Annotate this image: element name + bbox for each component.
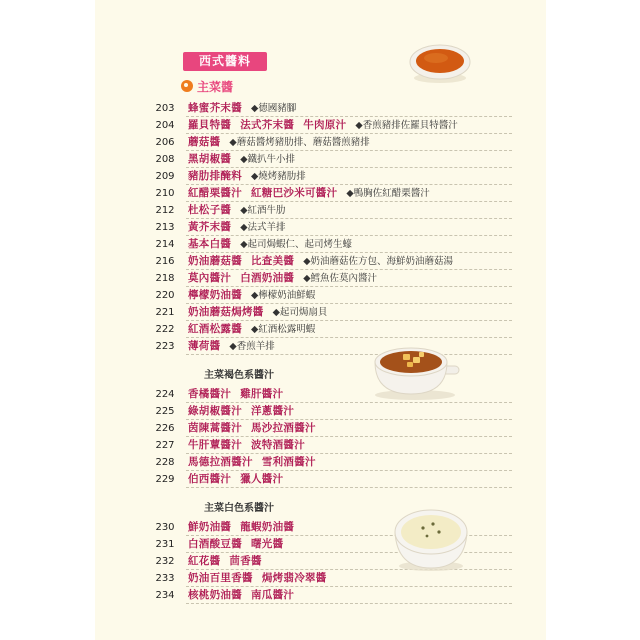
index-row [150, 420, 540, 437]
index-row [150, 287, 540, 304]
sauce-name: 茴香醬 [229, 555, 262, 567]
row-items [188, 236, 352, 253]
sauce-name: 奶油蘑菇焗烤醬 [188, 306, 264, 318]
sauce-name: 奶油蘑菇醬 [188, 255, 242, 267]
sauce-name: 薄荷醬 [188, 340, 221, 352]
page-number: 223 [155, 341, 175, 352]
sauce-name: 莫內醬汁 [188, 272, 232, 284]
index-row [150, 168, 540, 185]
sauce-name: 牛肉原汁 [303, 119, 347, 131]
sauce-name: 紅酒松露醬 [188, 323, 242, 335]
dish-name: ◆香煎羊排 [229, 341, 275, 352]
row-items [188, 304, 327, 321]
sauce-name: 曙光醬 [251, 538, 284, 550]
page-number: 233 [155, 573, 175, 584]
page-number: 216 [155, 256, 175, 267]
row-items [188, 471, 283, 488]
index-row [150, 587, 540, 604]
sauce-name: 馬沙拉酒醬汁 [251, 422, 316, 434]
page-number: 208 [155, 154, 175, 165]
sauce-name: 紅糖巴沙米可醬汁 [251, 187, 338, 199]
page-number: 210 [155, 188, 175, 199]
dish-name: ◆香煎豬排佐羅貝特醬汁 [355, 120, 458, 131]
index-row [150, 253, 540, 270]
row-items [188, 321, 315, 338]
index-row [150, 219, 540, 236]
row-items [188, 168, 306, 185]
row-items [188, 536, 283, 553]
section-bullet-icon [181, 80, 193, 92]
index-row [150, 553, 540, 570]
page-number: 212 [155, 205, 175, 216]
index-row [150, 454, 540, 471]
page-number: 227 [155, 440, 175, 451]
dish-name: ◆鐵扒牛小排 [240, 154, 296, 165]
sauce-name: 檸檬奶油醬 [188, 289, 242, 301]
page-number: 228 [155, 457, 175, 468]
dish-name: ◆鴨胸佐紅醋栗醬汁 [346, 188, 430, 199]
subsection-title: 主菜白色系醬汁 [196, 499, 282, 514]
index-row [150, 471, 540, 488]
row-divider [186, 487, 512, 488]
row-items [188, 253, 453, 270]
row-items [188, 287, 315, 304]
index-row [150, 185, 540, 202]
sauce-name: 鮮奶油醬 [188, 521, 232, 533]
row-items [188, 570, 327, 587]
row-items [188, 420, 316, 437]
sauce-name: 羅貝特醬 [188, 119, 232, 131]
index-row [150, 100, 540, 117]
row-items [188, 202, 286, 219]
page-number: 226 [155, 423, 175, 434]
sauce-name: 牛肝蕈醬汁 [188, 439, 242, 451]
index-row [150, 386, 540, 403]
sauce-name: 比查美醬 [251, 255, 295, 267]
page-number: 213 [155, 222, 175, 233]
index-row [150, 570, 540, 587]
sauce-name: 雪利酒醬汁 [261, 456, 316, 468]
row-items [188, 117, 458, 134]
sauce-name: 洋蔥醬汁 [251, 405, 295, 417]
sauce-name: 焗烤翡冷翠醬 [261, 572, 327, 584]
white-sauce-bowl-image [389, 502, 473, 574]
dish-name: ◆蘑菇醬烤豬肋排、蘑菇醬煎豬排 [229, 137, 370, 148]
page-number: 222 [155, 324, 175, 335]
sauce-name: 黃芥末醬 [188, 221, 232, 233]
brown-sauce-bowl-image [369, 340, 461, 402]
index-row [150, 304, 540, 321]
page-number: 231 [155, 539, 175, 550]
sauce-name: 香橘醬汁 [188, 388, 232, 400]
sauce-name: 蜂蜜芥末醬 [188, 102, 242, 114]
page-number: 214 [155, 239, 175, 250]
dish-name: ◆鱈魚佐莫內醬汁 [303, 273, 378, 284]
page-number: 221 [155, 307, 175, 318]
sauce-name: 馬德拉酒醬汁 [188, 456, 253, 468]
index-row [150, 321, 540, 338]
index-row [150, 437, 540, 454]
sauce-name: 紅醋栗醬汁 [188, 187, 242, 199]
row-items [188, 454, 316, 471]
red-sauce-bowl-image [408, 40, 472, 85]
sauce-name: 法式芥末醬 [240, 119, 295, 131]
dish-name: ◆奶油蘑菇佐方包、海鮮奶油蘑菇湯 [303, 256, 454, 267]
sauce-name: 綠胡椒醬汁 [188, 405, 242, 417]
sauce-name: 波特酒醬汁 [251, 439, 305, 451]
index-row [150, 236, 540, 253]
sauce-index-list [150, 100, 540, 604]
sauce-name: 白酒酸豆醬 [188, 538, 242, 550]
sauce-name: 蘑菇醬 [188, 136, 221, 148]
section-title: 主菜醬 [197, 79, 234, 94]
sauce-name: 基本白醬 [188, 238, 232, 250]
sauce-name: 茵陳蒿醬汁 [188, 422, 242, 434]
sauce-name: 雞肝醬汁 [240, 388, 284, 400]
sauce-name: 獵人醬汁 [240, 473, 284, 485]
row-items [188, 338, 275, 355]
category-tab: 西式醬料 [183, 52, 267, 71]
row-items [188, 386, 283, 403]
row-items [188, 519, 294, 536]
index-row [150, 536, 540, 553]
page-number: 230 [155, 522, 175, 533]
row-items [188, 587, 294, 604]
index-row [150, 519, 540, 536]
page-number: 204 [155, 120, 175, 131]
page-number: 206 [155, 137, 175, 148]
row-divider [186, 354, 512, 355]
index-row [150, 117, 540, 134]
sauce-name: 豬肋排醃料 [188, 170, 242, 182]
row-items [188, 100, 296, 117]
row-items [188, 437, 305, 454]
dish-name: ◆起司焗蝦仁、起司烤生蠔 [240, 239, 353, 250]
row-items [188, 151, 295, 168]
index-row [150, 134, 540, 151]
index-row [150, 202, 540, 219]
row-items [188, 553, 262, 570]
dish-name: ◆起司焗扇貝 [272, 307, 328, 318]
section-header [181, 77, 233, 95]
subsection-title: 主菜褐色系醬汁 [196, 366, 282, 381]
sauce-name: 杜松子醬 [188, 204, 232, 216]
page-number: 225 [155, 406, 175, 417]
row-divider [186, 603, 512, 604]
row-items [188, 185, 430, 202]
page-number: 203 [155, 103, 175, 114]
dish-name: ◆德國豬腳 [251, 103, 297, 114]
sauce-name: 黑胡椒醬 [188, 153, 232, 165]
page-number: 220 [155, 290, 175, 301]
sauce-name: 紅花醬 [188, 555, 221, 567]
dish-name: ◆紅酒松露明蝦 [251, 324, 316, 335]
dish-name: ◆法式羊排 [240, 222, 286, 233]
index-row [150, 403, 540, 420]
page-number: 209 [155, 171, 175, 182]
index-row [150, 151, 540, 168]
index-row [150, 338, 540, 355]
subsection-header [150, 365, 540, 382]
sauce-name: 南瓜醬汁 [251, 589, 295, 601]
sauce-name: 龍蝦奶油醬 [240, 521, 295, 533]
index-row [150, 270, 540, 287]
subsection-header [150, 498, 540, 515]
page-number: 224 [155, 389, 175, 400]
sauce-name: 核桃奶油醬 [188, 589, 242, 601]
row-items [188, 219, 286, 236]
page-number: 232 [155, 556, 175, 567]
page-number: 234 [155, 590, 175, 601]
dish-name: ◆紅酒牛肋 [240, 205, 286, 216]
sauce-name: 伯西醬汁 [188, 473, 232, 485]
row-items [188, 134, 370, 151]
sauce-name: 白酒奶油醬 [240, 272, 295, 284]
row-items [188, 403, 294, 420]
row-items [188, 270, 377, 287]
dish-name: ◆燒烤豬肋排 [251, 171, 306, 182]
page-number: 229 [155, 474, 175, 485]
dish-name: ◆檸檬奶油鮮蝦 [251, 290, 316, 301]
sauce-name: 奶油百里香醬 [188, 572, 253, 584]
page-number: 218 [155, 273, 175, 284]
